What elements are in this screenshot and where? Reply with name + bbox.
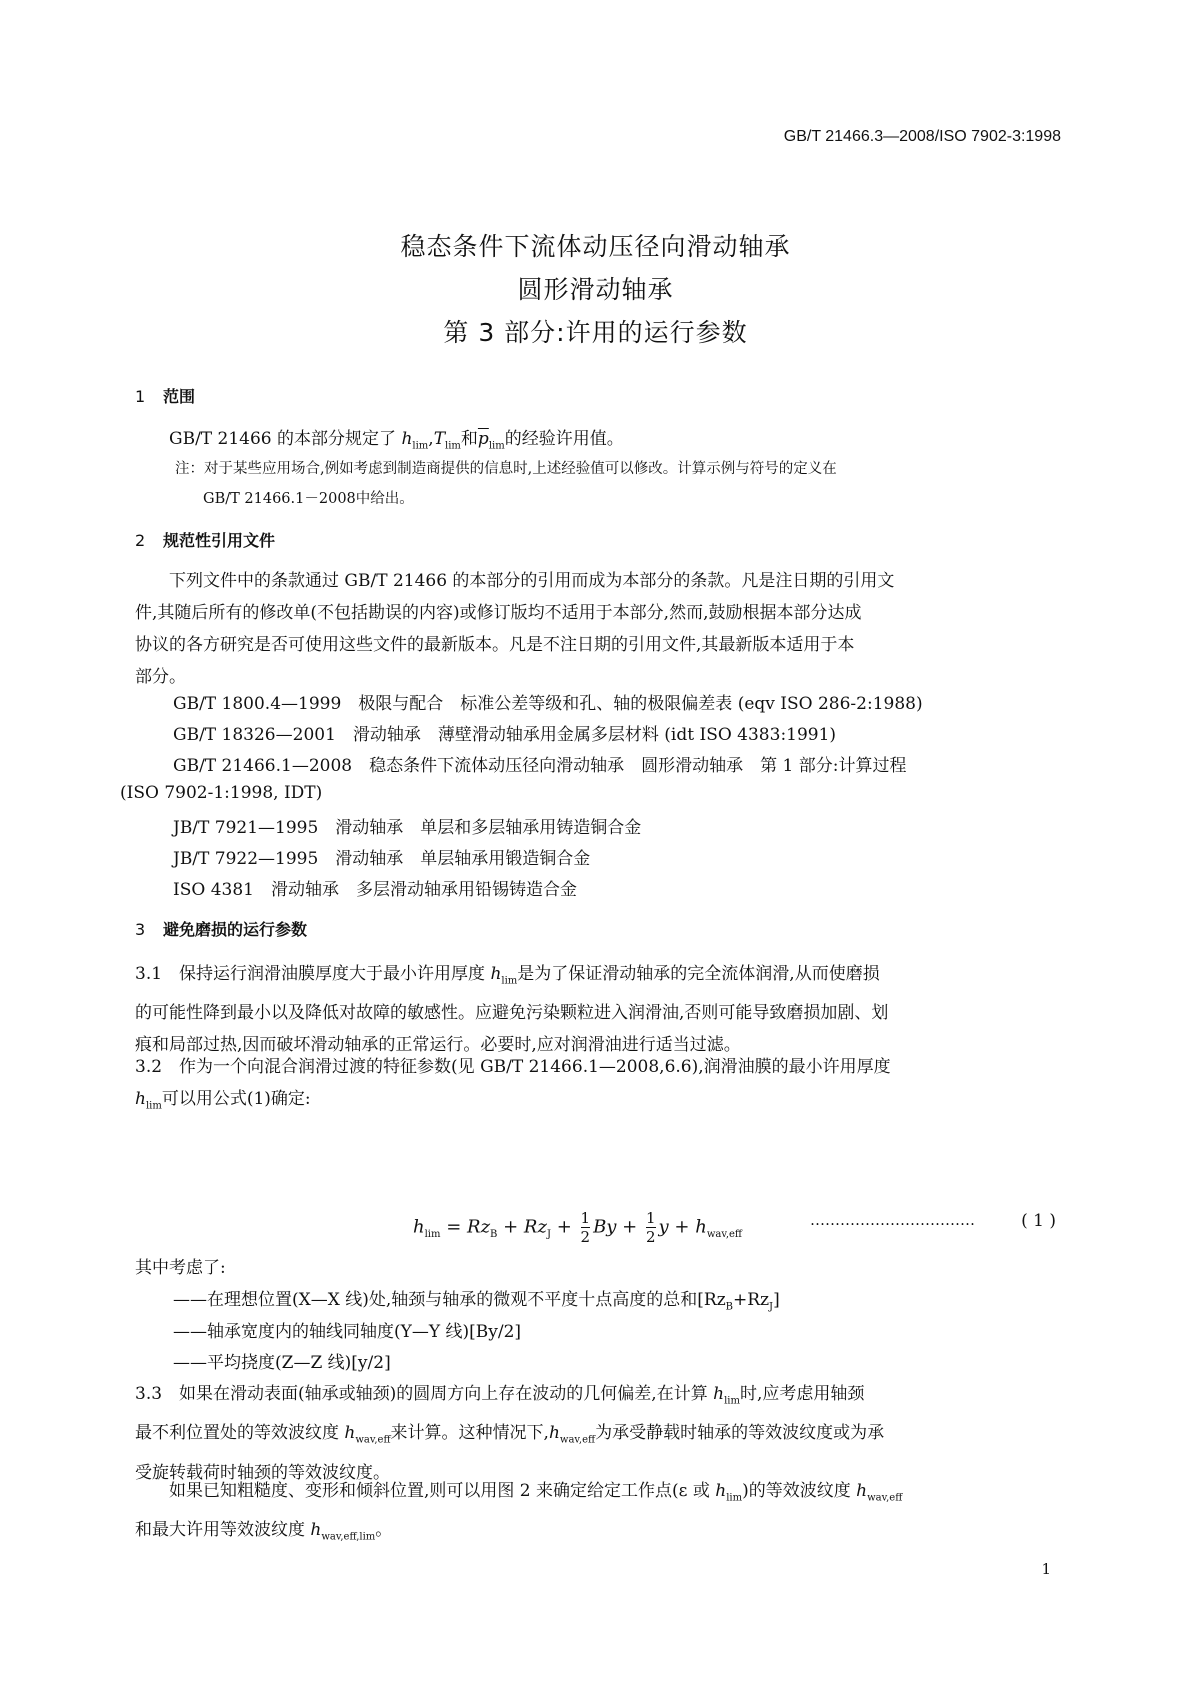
equation-number: ( 1 ) [1021,1211,1056,1231]
reference-item: JB/T 7921—1995 滑动轴承 单层和多层轴承用铸造铜合金 [173,818,642,838]
page-number: 1 [1041,1560,1051,1578]
reference-item: GB/T 21466.1—2008 稳态条件下流体动压径向滑动轴承 圆形滑动轴承 第 1 部分:计算过程 [173,756,907,776]
standard-code: GB/T 21466.3—2008/ISO 7902-3:1998 [783,128,1061,145]
title-line-3: 第 3 部分:许用的运行参数 [443,318,748,347]
considered-label: 其中考虑了: [135,1258,226,1278]
section-3-heading: 3 避免磨损的运行参数 [135,920,308,939]
clause-3-1: 3.1 保持运行润滑油膜厚度大于最小许用厚度 $h_{lim}$是为了保证滑动轴承的完全流体润滑,从而使磨损 的可能性降到最小以及降低对故障的敏感性。应避免污染颗粒进入润滑油,否则可能导致磨损加剧、划 痕和局部过热,因而破坏滑动轴承的正常运行。必要时,应对润滑油进行适当过滤。 [135,964,889,1056]
page-title [0,225,1191,354]
reference-item-continuation: (ISO 7902-1:1998, IDT) [120,783,323,803]
section-2-heading: 2 规范性引用文件 [135,531,276,550]
reference-item: ISO 4381 滑动轴承 多层滑动轴承用铅锡铸造合金 [173,880,577,900]
dash-item: ——平均挠度(Z—Z 线)[y/2] [173,1353,391,1373]
section-1-heading: 1 范围 [135,387,196,406]
title-line-1: 稳态条件下流体动压径向滑动轴承 [400,232,791,261]
reference-item: JB/T 7922—1995 滑动轴承 单层轴承用锻造铜合金 [173,849,591,869]
section-1-paragraph: GB/T 21466 的本部分规定了 $h_{lim},T_{lim}$和$\overline{p}_{lim}$的经验许用值。 [169,429,624,452]
equation-expression: $h_{lim} = Rz_B + Rz_J$ + $\frac{1}{2}$ By + $\frac{1}{2}$ $y + h_{wav,eff}$ [413,1209,743,1246]
clause-3-3: 3.3 如果在滑动表面(轴承或轴颈)的圆周方向上存在波动的几何偏差,在计算 $h_{lim}$时,应考虑用轴颈 最不利位置处的等效波纹度 $h_{wav,eff}$来计算。这种情况下$,h_{wav,eff}$为承受静载时轴承的等效波纹度或为承 受旋转载荷时轴颈的等效波纹度。 [135,1384,885,1483]
reference-item: GB/T 18326—2001 滑动轴承 薄壁滑动轴承用金属多层材料 (idt ISO 4383:1991) [173,725,837,745]
reference-item: GB/T 1800.4—1999 极限与配合 标准公差等级和孔、轴的极限偏差表 (eqv ISO 286-2:1988) [173,694,923,714]
clause-3-2: 3.2 作为一个向混合润滑过渡的特征参数(见 GB/T 21466.1—2008,6.6),润滑油膜的最小许用厚度 $h_{lim}$可以用公式(1)确定: [135,1057,891,1112]
dash-item: ——在理想位置(X—X 线)处,轴颈与轴承的微观不平度十点高度的总和$[Rz_B+Rz_J]$ [173,1290,780,1313]
dash-item: ——轴承宽度内的轴线同轴度(Y—Y 线)[By/2] [173,1322,522,1342]
equation-leader-dots: …………………………… [810,1211,975,1229]
title-line-2: 圆形滑动轴承 [517,275,674,304]
section-1-note: 注：对于某些应用场合,例如考虑到制造商提供的信息时,上述经验值可以修改。计算示例与符号的定义在 GB/T 21466.1－2008中给出。 [175,461,837,507]
equation-1 [0,1195,1191,1255]
clause-3-3-continued: 如果已知粗糙度、变形和倾斜位置,则可以用图 2 来确定给定工作点(ε 或 $h_{lim}$)的等效波纹度 $h_{wav,eff}$ 和最大许用等效波纹度 $h_{wav,eff,lim}$。 [135,1481,903,1543]
section-2-paragraph: 下列文件中的条款通过 GB/T 21466 的本部分的引用而成为本部分的条款。凡是注日期的引用文 件,其随后所有的修改单(不包括勘误的内容)或修订版均不适用于本部分,然而,鼓励根据本部分达成 协议的各方研究是否可使用这些文件的最新版本。凡是不注日期的引用文件,其最新版本适用于本 部分。 [135,571,895,687]
